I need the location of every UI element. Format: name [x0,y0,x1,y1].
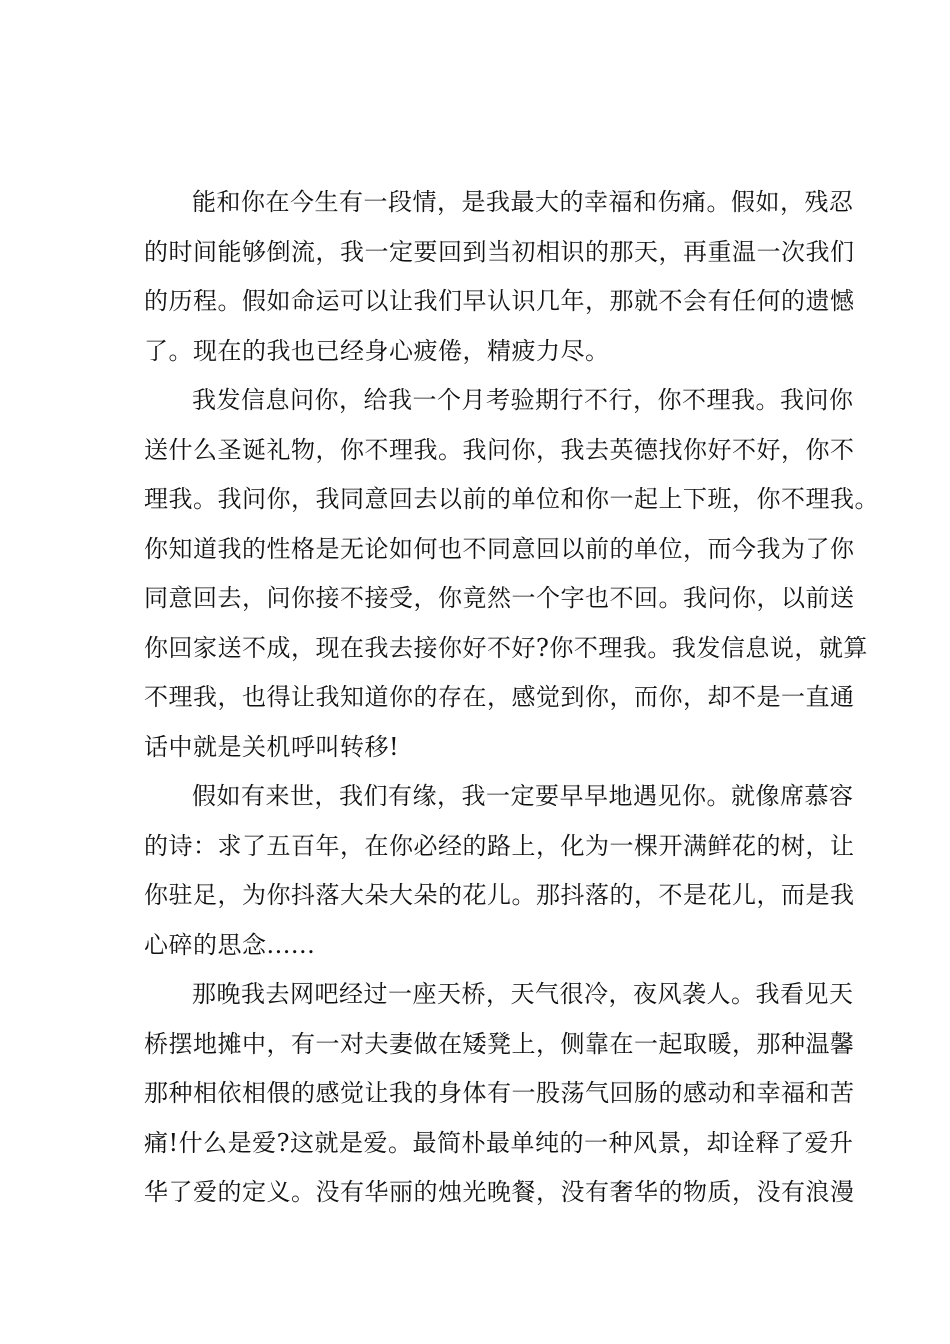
text-line: 心碎的思念...... [144,930,316,959]
text-line: 那种相依相偎的感觉让我的身体有一股荡气回肠的感动和幸福和苦 [144,1079,855,1107]
text-line: 华了爱的定义。没有华丽的烛光晚餐，没有奢华的物质，没有浪漫 [144,1178,855,1206]
paragraph-1 [144,178,855,376]
text-line: 我发信息问你，给我一个月考验期行不行，你不理我。我问你 [192,386,854,414]
text-line: 你回家送不成，现在我去接你好不好?你不理我。我发信息说，就算 [144,633,868,662]
text-line: 了。现在的我也已经身心疲倦，精疲力尽。 [144,336,610,365]
text-line: 送什么圣诞礼物，你不理我。我问你，我去英德找你好不好，你不 [144,435,855,464]
text-line: 假如有来世，我们有缘，我一定要早早地遇见你。就像席慕容 [192,782,854,810]
text-line: 的时间能够倒流，我一定要回到当初相识的那天，再重温一次我们 [144,237,855,266]
text-line: 理我。我问你，我同意回去以前的单位和你一起上下班，你不理我。 [144,485,879,513]
text-line: 你驻足，为你抖落大朵大朵的花儿。那抖落的，不是花儿，而是我 [144,881,855,909]
text-line: 桥摆地摊中，有一对夫妻做在矮凳上，侧靠在一起取暖，那种温馨 [144,1029,855,1058]
text-line: 那晚我去网吧经过一座天桥，天气很冷，夜风袭人。我看见天 [192,980,854,1008]
paragraph-4 [144,970,855,1218]
text-line: 能和你在今生有一段情，是我最大的幸福和伤痛。假如，残忍 [192,188,854,216]
text-line: 的诗：求了五百年，在你必经的路上，化为一棵开满鲜花的树，让 [144,831,855,860]
text-line: 的历程。假如命运可以让我们早认识几年，那就不会有任何的遗憾 [144,287,855,315]
text-line: 话中就是关机呼叫转移! [144,732,400,761]
document-body [144,178,879,1218]
text-line: 不理我，也得让我知道你的存在，感觉到你，而你，却不是一直通 [144,683,855,711]
paragraph-2 [144,376,879,772]
text-line: 同意回去，问你接不接受，你竟然一个字也不回。我问你，以前送 [144,584,855,612]
paragraph-3 [144,772,855,970]
text-line: 你知道我的性格是无论如何也不同意回以前的单位，而今我为了你 [144,534,855,563]
text-line: 痛!什么是爱?这就是爱。最简朴最单纯的一种风景，却诠释了爱升 [144,1128,854,1157]
